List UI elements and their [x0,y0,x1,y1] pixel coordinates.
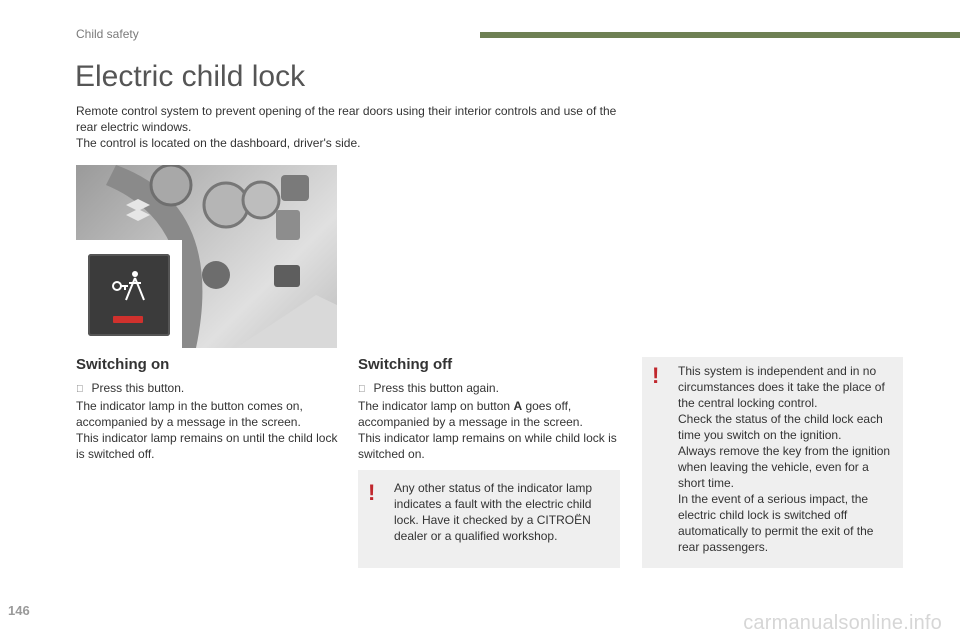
section-label: Child safety [76,27,139,41]
system-warning-text [678,363,898,555]
switching-on-text [76,380,338,462]
switching-on-text-1: The indicator lamp in the button comes on, accompanied by a message in the screen. [76,399,303,429]
intro-text [76,103,636,151]
button-inset [76,240,182,348]
system-warning-p1: This system is independent and in no circumstances does it take the place of the central locking control. [678,364,885,410]
switching-off-text-1: The indicator lamp on button A goes off, accompanied by a message in the screen. [358,399,583,429]
system-warning-p4: In the event of a serious impact, the electric child lock is switched off automatically to permit the exit of the rear passengers. [678,492,874,554]
switching-on-text-2: This indicator lamp remains on until the child lock is switched off. [76,431,338,461]
bullet-icon [358,384,366,395]
switching-off-heading: Switching off [358,356,453,373]
button-key-label: A [513,399,523,413]
header-accent-bar [480,32,960,38]
switching-off-text [358,380,620,462]
bullet-icon [76,384,84,395]
switching-on-heading: Switching on [76,356,170,373]
system-warning-box [642,357,903,568]
page-title: Electric child lock [75,60,306,93]
warning-icon: ! [368,480,376,505]
intro-line-1: Remote control system to prevent opening of the rear doors using their interior controls and use of the rear electric windows. [76,104,617,134]
child-lock-button [88,254,170,336]
child-lock-button-icon [110,268,150,304]
indicator-lamp [113,316,143,323]
system-warning-p3: Always remove the key from the ignition when leaving the vehicle, even for a short time. [678,444,891,490]
system-warning-p2: Check the status of the child lock each time you switch on the ignition. [678,412,883,442]
watermark: carmanualsonline.info [743,612,942,634]
page-number: 146 [8,603,30,618]
fault-warning-text: Any other status of the indicator lamp indicates a fault with the electric child lock. Have it checked by a CITROËN dealer or a qualified workshop. [394,481,593,543]
intro-line-2: The control is located on the dashboard, driver's side. [76,136,361,150]
switching-off-step: Press this button again. [358,380,620,398]
warning-icon: ! [652,363,660,388]
switching-on-step: Press this button. [76,380,338,398]
switching-off-text-2: This indicator lamp remains on while child lock is switched on. [358,431,617,461]
fault-warning-box [358,470,620,568]
